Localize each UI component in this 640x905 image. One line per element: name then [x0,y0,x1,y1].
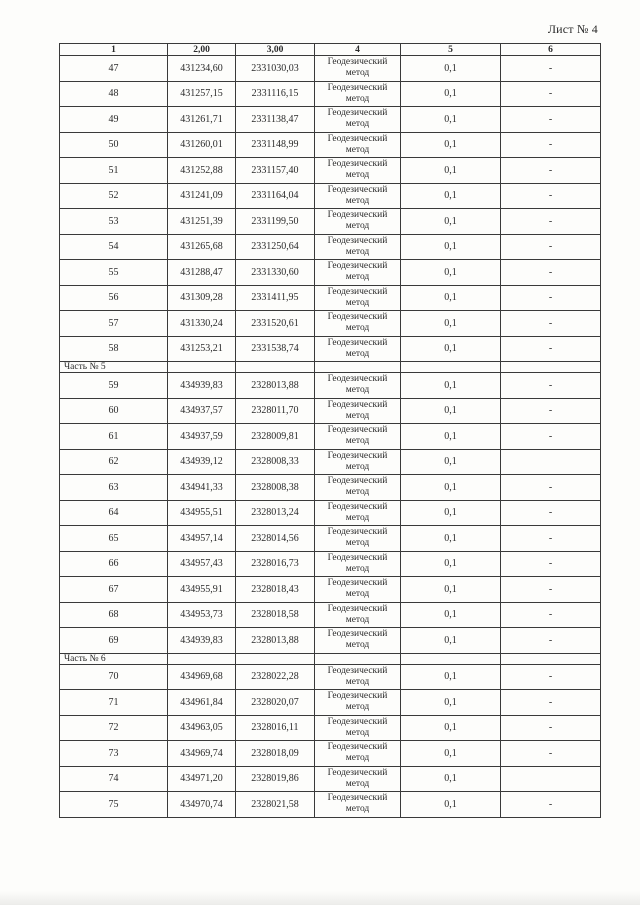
table-row [60,577,601,603]
method-text-line2: метод [345,778,370,789]
header-cell-3: 3,00 [236,44,315,56]
method-text-line1: Геодезический [327,399,388,410]
method-text-line1: Геодезический [327,159,388,170]
table-row [60,690,601,716]
x-coordinate-cell: 434955,91 [168,577,236,603]
y-coordinate-cell: 2328011,70 [236,398,315,424]
accuracy-cell: 0,1 [401,551,501,577]
point-number-cell: 59 [60,373,168,399]
table-row [60,158,601,184]
method-cell [315,715,401,741]
y-coordinate-cell: 2328016,73 [236,551,315,577]
point-number-cell: 72 [60,715,168,741]
table-row [60,311,601,337]
method-cell [315,107,401,133]
y-coordinate-cell: 2331250,64 [236,234,315,260]
accuracy-cell: 0,1 [401,56,501,82]
accuracy-cell: 0,1 [401,628,501,654]
x-coordinate-cell: 431241,09 [168,183,236,209]
point-number-cell: 50 [60,132,168,158]
method-cell [315,475,401,501]
x-coordinate-cell: 434955,51 [168,500,236,526]
method-text-line2: метод [345,727,370,738]
x-coordinate-cell: 434939,12 [168,449,236,475]
y-coordinate-cell: 2328009,81 [236,424,315,450]
y-coordinate-cell: 2328013,88 [236,628,315,654]
x-coordinate-cell: 431260,01 [168,132,236,158]
x-coordinate-cell: 434939,83 [168,373,236,399]
point-number-cell: 57 [60,311,168,337]
note-cell: - [501,602,601,628]
method-text-line1: Геодезический [327,629,388,640]
method-text-line2: метод [345,297,370,308]
table-row [60,715,601,741]
empty-cell [401,362,501,373]
table-row [60,500,601,526]
method-cell [315,741,401,767]
y-coordinate-cell: 2328013,88 [236,373,315,399]
table-row [60,551,601,577]
x-coordinate-cell: 431309,28 [168,285,236,311]
method-cell [315,628,401,654]
method-cell [315,398,401,424]
method-text-line2: метод [345,195,370,206]
point-number-cell: 65 [60,526,168,552]
coordinates-table-body [60,44,601,818]
header-row [60,44,601,56]
y-coordinate-cell: 2328016,11 [236,715,315,741]
empty-cell [168,362,236,373]
method-cell [315,81,401,107]
method-text-line1: Геодезический [327,337,388,348]
method-cell [315,373,401,399]
accuracy-cell: 0,1 [401,311,501,337]
note-cell: - [501,715,601,741]
y-coordinate-cell: 2328021,58 [236,792,315,818]
table-row [60,602,601,628]
point-number-cell: 63 [60,475,168,501]
note-cell: - [501,336,601,362]
method-cell [315,56,401,82]
note-cell: - [501,664,601,690]
note-cell: - [501,132,601,158]
part-heading-row [60,362,601,373]
accuracy-cell: 0,1 [401,602,501,628]
table-row [60,449,601,475]
table-row [60,81,601,107]
method-text-line2: метод [345,512,370,523]
y-coordinate-cell: 2331520,61 [236,311,315,337]
part-heading-row [60,653,601,664]
y-coordinate-cell: 2331538,74 [236,336,315,362]
method-text-line1: Геодезический [327,235,388,246]
y-coordinate-cell: 2331330,60 [236,260,315,286]
accuracy-cell: 0,1 [401,766,501,792]
accuracy-cell: 0,1 [401,449,501,475]
note-cell: - [501,107,601,133]
x-coordinate-cell: 434937,59 [168,424,236,450]
y-coordinate-cell: 2331164,04 [236,183,315,209]
method-text-line2: метод [345,461,370,472]
note-cell: - [501,577,601,603]
y-coordinate-cell: 2331138,47 [236,107,315,133]
accuracy-cell: 0,1 [401,500,501,526]
header-cell-1: 1 [60,44,168,56]
method-cell [315,500,401,526]
x-coordinate-cell: 434971,20 [168,766,236,792]
method-text-line2: метод [345,93,370,104]
x-coordinate-cell: 434937,57 [168,398,236,424]
table-row [60,336,601,362]
note-cell: - [501,526,601,552]
note-cell: - [501,285,601,311]
x-coordinate-cell: 431257,15 [168,81,236,107]
note-cell: - [501,741,601,767]
table-row [60,234,601,260]
table-row [60,792,601,818]
method-text-line2: метод [345,68,370,79]
method-text-line2: метод [345,119,370,130]
accuracy-cell: 0,1 [401,260,501,286]
method-text-line1: Геодезический [327,578,388,589]
point-number-cell: 54 [60,234,168,260]
note-cell: - [501,500,601,526]
note-cell: - [501,551,601,577]
method-cell [315,132,401,158]
x-coordinate-cell: 431253,21 [168,336,236,362]
method-text-line1: Геодезический [327,691,388,702]
table-row [60,260,601,286]
x-coordinate-cell: 434961,84 [168,690,236,716]
y-coordinate-cell: 2328008,38 [236,475,315,501]
method-text-line2: метод [345,563,370,574]
method-text-line1: Геодезический [327,665,388,676]
method-text-line1: Геодезический [327,501,388,512]
method-cell [315,551,401,577]
point-number-cell: 67 [60,577,168,603]
accuracy-cell: 0,1 [401,424,501,450]
point-number-cell: 73 [60,741,168,767]
method-cell [315,209,401,235]
note-cell [501,449,601,475]
y-coordinate-cell: 2328014,56 [236,526,315,552]
method-text-line2: метод [345,640,370,651]
method-text-line1: Геодезический [327,286,388,297]
y-coordinate-cell: 2331411,95 [236,285,315,311]
method-text-line2: метод [345,487,370,498]
method-text-line2: метод [345,410,370,421]
method-text-line2: метод [345,246,370,257]
table-row [60,107,601,133]
header-cell-4: 4 [315,44,401,56]
y-coordinate-cell: 2331116,15 [236,81,315,107]
table-row [60,183,601,209]
method-cell [315,664,401,690]
y-coordinate-cell: 2331148,99 [236,132,315,158]
empty-cell [168,653,236,664]
method-text-line1: Геодезический [327,450,388,461]
y-coordinate-cell: 2328018,43 [236,577,315,603]
note-cell: - [501,56,601,82]
method-text-line1: Геодезический [327,261,388,272]
method-text-line1: Геодезический [327,82,388,93]
y-coordinate-cell: 2328018,58 [236,602,315,628]
method-cell [315,526,401,552]
method-text-line1: Геодезический [327,133,388,144]
method-cell [315,311,401,337]
empty-cell [236,653,315,664]
note-cell: - [501,475,601,501]
accuracy-cell: 0,1 [401,336,501,362]
empty-cell [501,362,601,373]
part-label: Часть № 6 [60,653,168,664]
x-coordinate-cell: 434939,83 [168,628,236,654]
table-row [60,741,601,767]
note-cell: - [501,183,601,209]
accuracy-cell: 0,1 [401,792,501,818]
method-text-line1: Геодезический [327,312,388,323]
method-text-line1: Геодезический [327,527,388,538]
y-coordinate-cell: 2331030,03 [236,56,315,82]
method-text-line2: метод [345,589,370,600]
method-text-line2: метод [345,272,370,283]
point-number-cell: 58 [60,336,168,362]
accuracy-cell: 0,1 [401,209,501,235]
method-text-line2: метод [345,804,370,815]
method-text-line2: метод [345,614,370,625]
empty-cell [501,653,601,664]
method-text-line2: метод [345,323,370,334]
table-row [60,373,601,399]
note-cell: - [501,398,601,424]
point-number-cell: 71 [60,690,168,716]
x-coordinate-cell: 434953,73 [168,602,236,628]
empty-cell [401,653,501,664]
accuracy-cell: 0,1 [401,81,501,107]
table-row [60,628,601,654]
method-text-line1: Геодезический [327,374,388,385]
x-coordinate-cell: 431261,71 [168,107,236,133]
note-cell: - [501,81,601,107]
accuracy-cell: 0,1 [401,526,501,552]
point-number-cell: 64 [60,500,168,526]
x-coordinate-cell: 431288,47 [168,260,236,286]
y-coordinate-cell: 2328018,09 [236,741,315,767]
accuracy-cell: 0,1 [401,664,501,690]
point-number-cell: 52 [60,183,168,209]
note-cell: - [501,234,601,260]
method-cell [315,449,401,475]
method-text-line1: Геодезический [327,742,388,753]
method-cell [315,183,401,209]
y-coordinate-cell: 2328019,86 [236,766,315,792]
method-text-line1: Геодезический [327,603,388,614]
note-cell: - [501,690,601,716]
accuracy-cell: 0,1 [401,715,501,741]
table-row [60,664,601,690]
table-row [60,209,601,235]
point-number-cell: 55 [60,260,168,286]
y-coordinate-cell: 2328022,28 [236,664,315,690]
note-cell: - [501,373,601,399]
note-cell: - [501,260,601,286]
method-text-line1: Геодезический [327,210,388,221]
y-coordinate-cell: 2331157,40 [236,158,315,184]
x-coordinate-cell: 434969,74 [168,741,236,767]
point-number-cell: 49 [60,107,168,133]
method-cell [315,602,401,628]
method-cell [315,424,401,450]
point-number-cell: 61 [60,424,168,450]
note-cell [501,766,601,792]
method-cell [315,285,401,311]
method-text-line1: Геодезический [327,552,388,563]
accuracy-cell: 0,1 [401,132,501,158]
method-text-line2: метод [345,676,370,687]
method-text-line2: метод [345,436,370,447]
method-text-line1: Геодезический [327,57,388,68]
point-number-cell: 66 [60,551,168,577]
note-cell: - [501,628,601,654]
point-number-cell: 53 [60,209,168,235]
empty-cell [236,362,315,373]
method-cell [315,234,401,260]
method-text-line2: метод [345,702,370,713]
method-cell [315,766,401,792]
x-coordinate-cell: 434970,74 [168,792,236,818]
y-coordinate-cell: 2328020,07 [236,690,315,716]
point-number-cell: 69 [60,628,168,654]
method-cell [315,260,401,286]
method-text-line2: метод [345,221,370,232]
table-row [60,56,601,82]
method-text-line1: Геодезический [327,425,388,436]
point-number-cell: 62 [60,449,168,475]
x-coordinate-cell: 431234,60 [168,56,236,82]
x-coordinate-cell: 434957,14 [168,526,236,552]
table-row [60,424,601,450]
accuracy-cell: 0,1 [401,690,501,716]
table-row [60,132,601,158]
x-coordinate-cell: 431265,68 [168,234,236,260]
point-number-cell: 60 [60,398,168,424]
method-text-line1: Геодезический [327,476,388,487]
x-coordinate-cell: 434963,05 [168,715,236,741]
x-coordinate-cell: 434969,68 [168,664,236,690]
x-coordinate-cell: 434957,43 [168,551,236,577]
x-coordinate-cell: 431251,39 [168,209,236,235]
part-label: Часть № 5 [60,362,168,373]
method-text-line2: метод [345,385,370,396]
point-number-cell: 47 [60,56,168,82]
accuracy-cell: 0,1 [401,158,501,184]
note-cell: - [501,209,601,235]
point-number-cell: 75 [60,792,168,818]
x-coordinate-cell: 431330,24 [168,311,236,337]
y-coordinate-cell: 2328008,33 [236,449,315,475]
accuracy-cell: 0,1 [401,475,501,501]
note-cell: - [501,311,601,337]
method-text-line2: метод [345,753,370,764]
accuracy-cell: 0,1 [401,183,501,209]
method-text-line2: метод [345,144,370,155]
table-row [60,398,601,424]
point-number-cell: 70 [60,664,168,690]
empty-cell [315,653,401,664]
method-cell [315,577,401,603]
table-row [60,766,601,792]
table-row [60,475,601,501]
header-cell-6: 6 [501,44,601,56]
sheet-number-label: Лист № 4 [547,22,598,36]
accuracy-cell: 0,1 [401,577,501,603]
point-number-cell: 48 [60,81,168,107]
y-coordinate-cell: 2328013,24 [236,500,315,526]
method-text-line1: Геодезический [327,184,388,195]
coordinates-table [59,43,601,818]
method-text-line1: Геодезический [327,793,388,804]
x-coordinate-cell: 431252,88 [168,158,236,184]
empty-cell [315,362,401,373]
method-cell [315,336,401,362]
point-number-cell: 51 [60,158,168,184]
accuracy-cell: 0,1 [401,741,501,767]
method-cell [315,690,401,716]
point-number-cell: 56 [60,285,168,311]
scan-bottom-edge [0,891,640,905]
table-row [60,285,601,311]
note-cell: - [501,792,601,818]
accuracy-cell: 0,1 [401,285,501,311]
x-coordinate-cell: 434941,33 [168,475,236,501]
y-coordinate-cell: 2331199,50 [236,209,315,235]
point-number-cell: 74 [60,766,168,792]
header-cell-2: 2,00 [168,44,236,56]
accuracy-cell: 0,1 [401,107,501,133]
point-number-cell: 68 [60,602,168,628]
method-cell [315,792,401,818]
method-text-line2: метод [345,170,370,181]
note-cell: - [501,158,601,184]
accuracy-cell: 0,1 [401,373,501,399]
method-cell [315,158,401,184]
accuracy-cell: 0,1 [401,234,501,260]
method-text-line1: Геодезический [327,716,388,727]
method-text-line1: Геодезический [327,108,388,119]
accuracy-cell: 0,1 [401,398,501,424]
table-row [60,526,601,552]
method-text-line1: Геодезический [327,767,388,778]
note-cell: - [501,424,601,450]
method-text-line2: метод [345,538,370,549]
header-cell-5: 5 [401,44,501,56]
method-text-line2: метод [345,348,370,359]
